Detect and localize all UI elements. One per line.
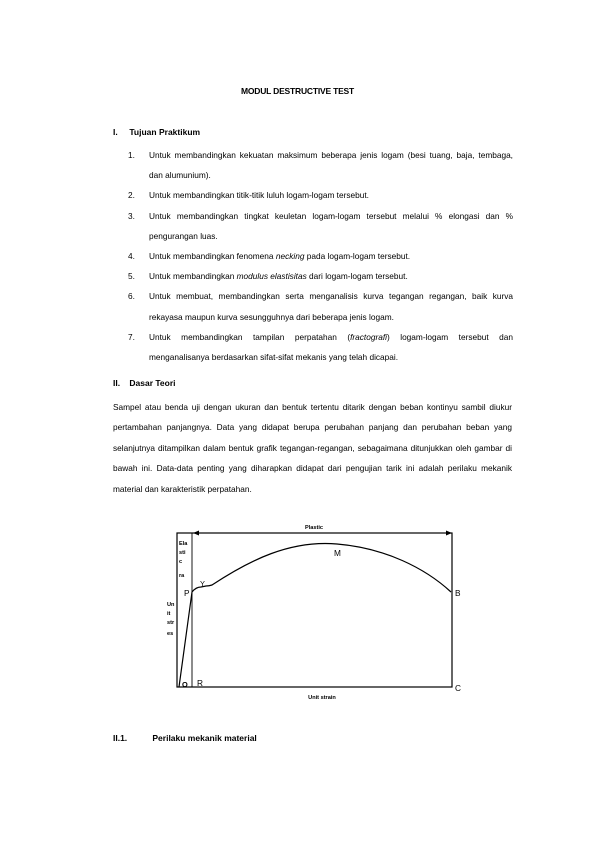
point-r-label: R — [197, 678, 203, 688]
objective-text: Untuk membandingkan titik-titik luluh logam-logam tersebut. — [149, 190, 369, 201]
plastic-arrow-right-head — [446, 531, 452, 536]
objective-number: 4. — [128, 251, 135, 262]
objective-text: Untuk membandingkan tampilan perpatahan ( — [149, 331, 351, 342]
point-o-label: O — [182, 680, 188, 689]
point-y-label: Y — [200, 579, 205, 588]
objective-number: 6. — [128, 291, 135, 302]
elastic-label-line: sti — [179, 550, 186, 556]
objective-number: 3. — [128, 210, 135, 221]
point-c-label: C — [455, 683, 461, 693]
objective-number: 5. — [128, 271, 135, 282]
subsection-heading — [113, 733, 257, 743]
plastic-label: Plastic — [304, 525, 324, 531]
objective-emphasis: fractografi — [350, 331, 387, 342]
stress-strain-curve — [179, 543, 451, 687]
objective-text: Untuk membandingkan — [149, 271, 237, 282]
objective-number: 2. — [128, 190, 135, 201]
section-2-title: Dasar Teori — [129, 378, 176, 388]
objective-emphasis: modulus elastisitas — [236, 271, 307, 282]
elastic-label — [179, 541, 188, 579]
point-b-label: B — [455, 588, 461, 598]
x-axis-label: Unit strain — [308, 695, 336, 701]
document-title: MODUL DESTRUCTIVE TEST — [240, 86, 355, 96]
y-axis-label-line: es — [167, 631, 174, 637]
plastic-arrow-left-head — [193, 531, 199, 536]
objective-number: 1. — [128, 150, 135, 160]
objective-text: pada logam-logam tersebut. — [304, 251, 411, 262]
objective-number: 7. — [128, 331, 135, 342]
objective-text: Untuk membandingkan fenomena — [149, 251, 276, 262]
point-m-label: M — [334, 548, 341, 558]
section-2-number: II. — [113, 378, 121, 388]
objective-text: Untuk membuat, membandingkan serta menganalisis kurva tegangan regangan, baik kurva rekayasa maupun kurva sesungguhnya dari beberapa jenis logam. — [149, 291, 513, 322]
subsection-number: II.1. — [113, 733, 128, 743]
elastic-label-line: c — [179, 559, 183, 565]
y-axis-label-line: str — [167, 620, 175, 626]
subsection-title: Perilaku mekanik material — [152, 733, 257, 743]
objective-text: Untuk membandingkan kekuatan maksimum beberapa jenis logam (besi tuang, baja, tembaga, dan alumunium). — [149, 150, 513, 181]
diagram-frame — [177, 533, 452, 687]
y-axis-label — [167, 602, 175, 637]
section-1-title: Tujuan Praktikum — [129, 127, 201, 137]
point-p-label: P — [184, 588, 190, 598]
y-axis-label-line: Un — [167, 602, 175, 608]
y-axis-label-line: it — [167, 611, 171, 617]
objective-text: ) logam-logam tersebut dan menganalisanya berdasarkan sifat-sifat mekanis yang telah dicapai. — [149, 331, 513, 363]
section-1-number: I. — [113, 127, 118, 137]
objective-text: dari logam-logam tersebut. — [306, 271, 408, 282]
elastic-label-line: ra — [179, 573, 185, 579]
objective-emphasis: necking — [275, 251, 305, 262]
objective-text: Untuk membandingkan tingkat keuletan logam-logam tersebut melalui % elongasi dan % pengurangan luas. — [149, 210, 513, 241]
elastic-label-line: Ela — [179, 541, 188, 547]
theory-paragraph: Sampel atau benda uji dengan ukuran dan bentuk tertentu ditarik dengan beban kontinyu sambil diukur pertambahan panjangnya. Data yang didapat berupa perubahan panjang dan perubahan beban yang selanjutnya ditampilkan dalam bentuk grafik tegangan-regangan, sebagaimana ditunjukkan oleh gambar di bawah ini. Data-data penting yang diharapkan didapat dari pengujian tarik ini adalah perilaku mekanik material dan karakteristik perpatahan. — [113, 402, 512, 494]
